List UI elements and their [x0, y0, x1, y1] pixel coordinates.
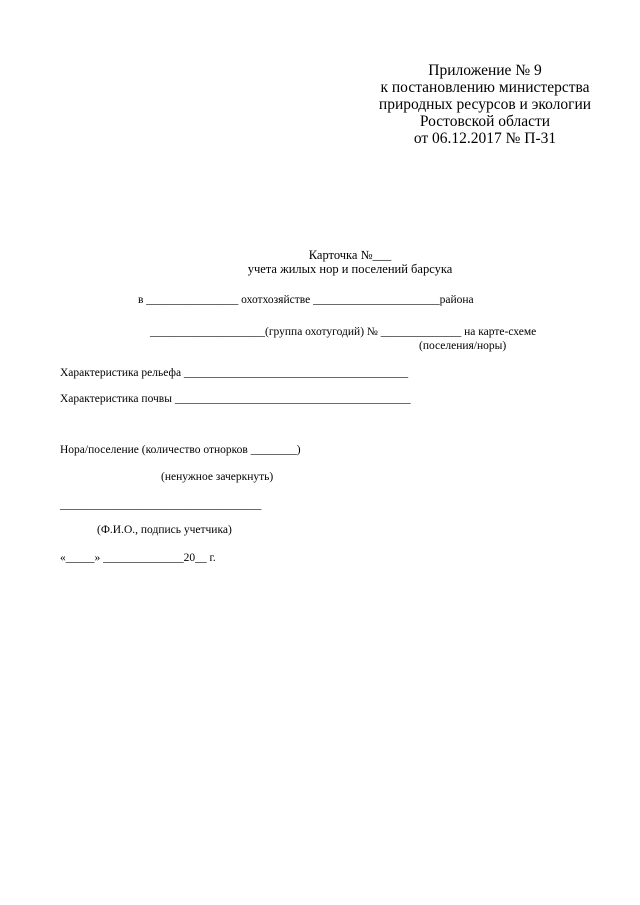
strike-note: (ненужное зачеркнуть) [161, 471, 274, 483]
appendix-line-3: природных ресурсов и экологии [378, 96, 592, 113]
soil-line: Характеристика почвы _________________________________________ [60, 393, 411, 405]
group-note: (поселения/норы) [419, 340, 507, 352]
date-line: «_____» ______________20__ г. [60, 552, 216, 564]
appendix-line-2: к постановлению министерства [380, 79, 590, 96]
card-subtitle: учета жилых нор и поселений барсука [247, 262, 453, 276]
appendix-line-5: от 06.12.2017 № П-31 [413, 130, 557, 147]
signature-line: ___________________________________ [60, 499, 262, 511]
hunting-group-line: ____________________(группа охотугодий) № ______________ на карте-схеме [150, 326, 537, 338]
hunting-district-line: в ________________ охотхозяйстве ______________________района [138, 294, 474, 306]
burrow-line: Нора/поселение (количество отнорков ________) [60, 444, 301, 456]
relief-line: Характеристика рельефа _______________________________________ [60, 367, 409, 379]
signature-caption: (Ф.И.О., подпись учетчика) [97, 524, 232, 536]
card-title: Карточка №___ [308, 248, 392, 262]
appendix-line-1: Приложение № 9 [428, 62, 542, 79]
appendix-line-4: Ростовской области [419, 113, 551, 130]
